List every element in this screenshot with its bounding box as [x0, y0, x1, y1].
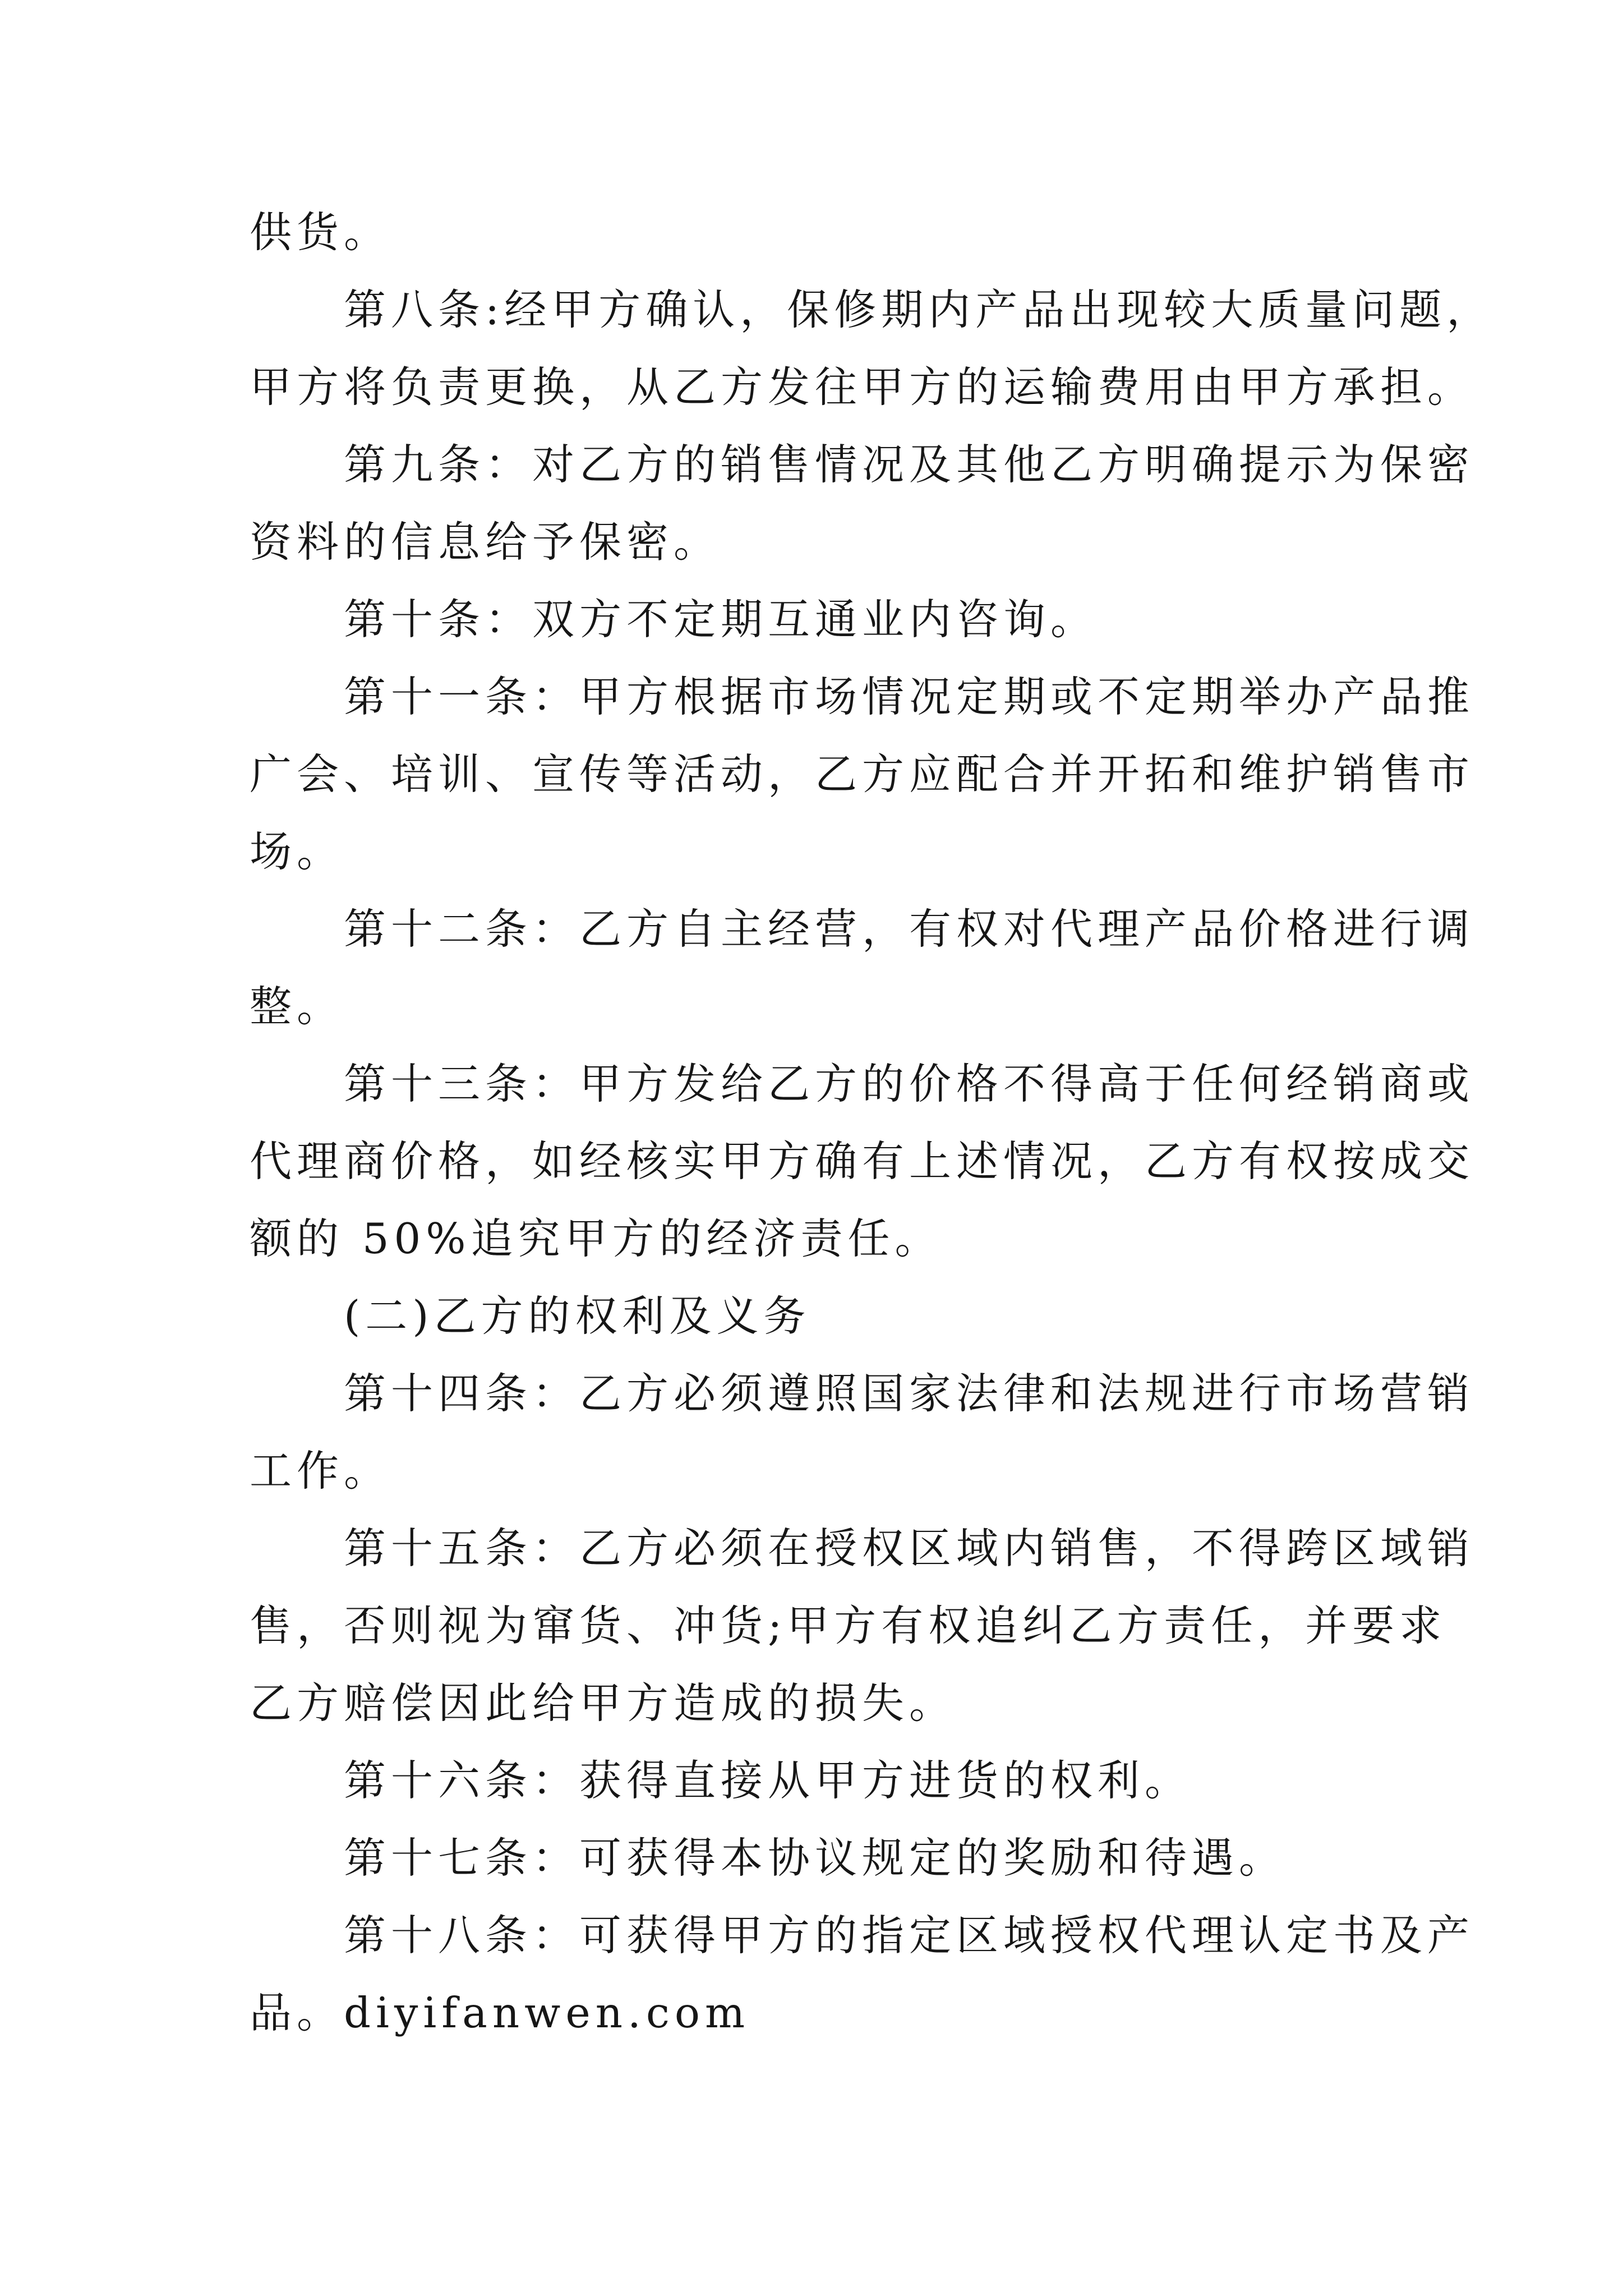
paragraph-article-11	[250, 658, 1475, 890]
text-line: 第九条：对乙方的销售情况及其他乙方明确提示为保密	[344, 440, 1475, 489]
paragraph-article-8	[250, 271, 1494, 426]
paragraph-article-13	[250, 1045, 1475, 1277]
text-line: 额的 50%追究甲方的经济责任。	[250, 1214, 942, 1263]
paragraph-article-14	[250, 1355, 1475, 1510]
text-line: 第十三条：甲方发给乙方的价格不得高于任何经销商或	[344, 1059, 1475, 1108]
text-line: 品。diyifanwen.com	[250, 1988, 750, 2037]
paragraph-article-17	[250, 1819, 1399, 1897]
text-line: 整。	[250, 982, 344, 1031]
paragraph-article-12	[250, 890, 1475, 1045]
text-line: 第十一条：甲方根据市场情况定期或不定期举办产品推	[344, 672, 1475, 721]
paragraph-article-10	[250, 581, 1399, 658]
text-line: 第十五条：乙方必须在授权区域内销售，不得跨区域销	[344, 1524, 1475, 1573]
text-line: 资料的信息给予保密。	[250, 517, 721, 567]
text-line: 第八条:经甲方确认，保修期内产品出现较大质量问题，	[344, 285, 1494, 334]
text-line: 第十七条：可获得本协议规定的奖励和待遇。	[344, 1833, 1287, 1883]
text-line: 第十六条：获得直接从甲方进货的权利。	[344, 1756, 1192, 1805]
section-heading-party-b-rights	[250, 1277, 1399, 1355]
text-line: 第十条：双方不定期互通业内咨询。	[344, 595, 1098, 644]
text-line: 甲方将负责更换，从乙方发往甲方的运输费用由甲方承担。	[250, 362, 1475, 412]
text-line: 乙方赔偿因此给甲方造成的损失。	[250, 1678, 957, 1728]
paragraph-article-15	[250, 1510, 1475, 1742]
text-line: 第十八条：可获得甲方的指定区域授权代理认定书及产	[344, 1911, 1475, 1960]
paragraph-article-9	[250, 426, 1475, 581]
text-line: 工作。	[250, 1446, 391, 1496]
text-line: 广会、培训、宣传等活动，乙方应配合并开拓和维护销售市	[250, 749, 1475, 799]
text-line: (二)乙方的权利及义务	[344, 1291, 811, 1341]
document-body	[250, 194, 1494, 2051]
paragraph-supply-end	[250, 194, 1399, 271]
text-line: 第十二条：乙方自主经营，有权对代理产品价格进行调	[344, 904, 1475, 954]
text-line: 场。	[250, 827, 344, 876]
text-line: 供货。	[250, 208, 391, 257]
text-line: 第十四条：乙方必须遵照国家法律和法规进行市场营销	[344, 1369, 1475, 1418]
text-line: 售，否则视为窜货、冲货;甲方有权追纠乙方责任，并要求	[250, 1601, 1447, 1650]
paragraph-article-16	[250, 1742, 1399, 1819]
text-line: 代理商价格，如经核实甲方确有上述情况，乙方有权按成交	[250, 1137, 1475, 1186]
paragraph-article-18	[250, 1897, 1475, 2051]
